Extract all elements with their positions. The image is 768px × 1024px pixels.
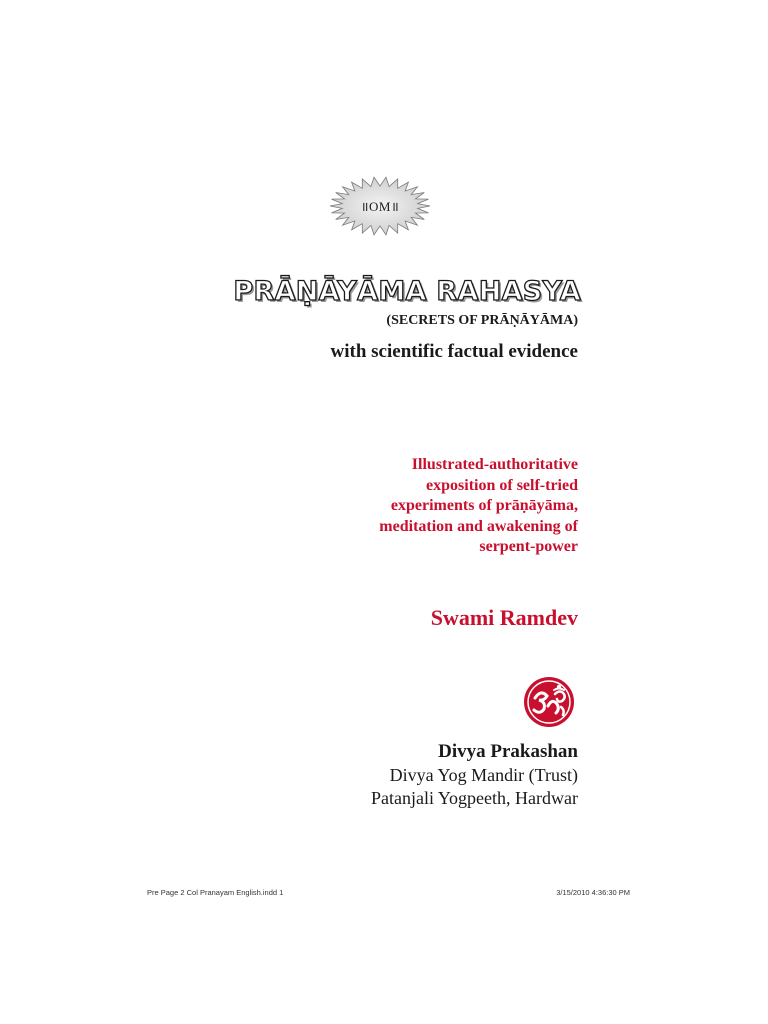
description-line: Illustrated-authoritative (411, 456, 578, 473)
footer-filename: Pre Page 2 Col Pranayam English.indd 1 (147, 888, 284, 897)
publisher-name: Divya Prakashan (438, 741, 578, 762)
book-description (328, 455, 578, 558)
publisher-location: Patanjali Yogpeeth, Hardwar (371, 788, 578, 808)
book-tagline: with scientific factual evidence (330, 341, 578, 362)
description-line: experiments of prāṇāyāma, (390, 497, 578, 514)
om-badge (328, 175, 432, 237)
description-line: exposition of self-tried (426, 476, 578, 494)
om-label: ॥OM॥ (360, 199, 400, 214)
om-emblem-icon (521, 674, 577, 730)
description-line: serpent-power (479, 538, 578, 555)
footer-timestamp: 3/15/2010 4:36:30 PM (556, 888, 630, 897)
description-line: meditation and awakening of (379, 517, 578, 535)
publisher-trust: Divya Yog Mandir (Trust) (389, 765, 578, 785)
author-name: Swami Ramdev (430, 605, 578, 630)
book-subtitle: (SECRETS OF PRĀṆĀYĀMA) (386, 313, 578, 328)
book-title: PRĀṆĀYĀMA RAHASYA (233, 276, 581, 307)
